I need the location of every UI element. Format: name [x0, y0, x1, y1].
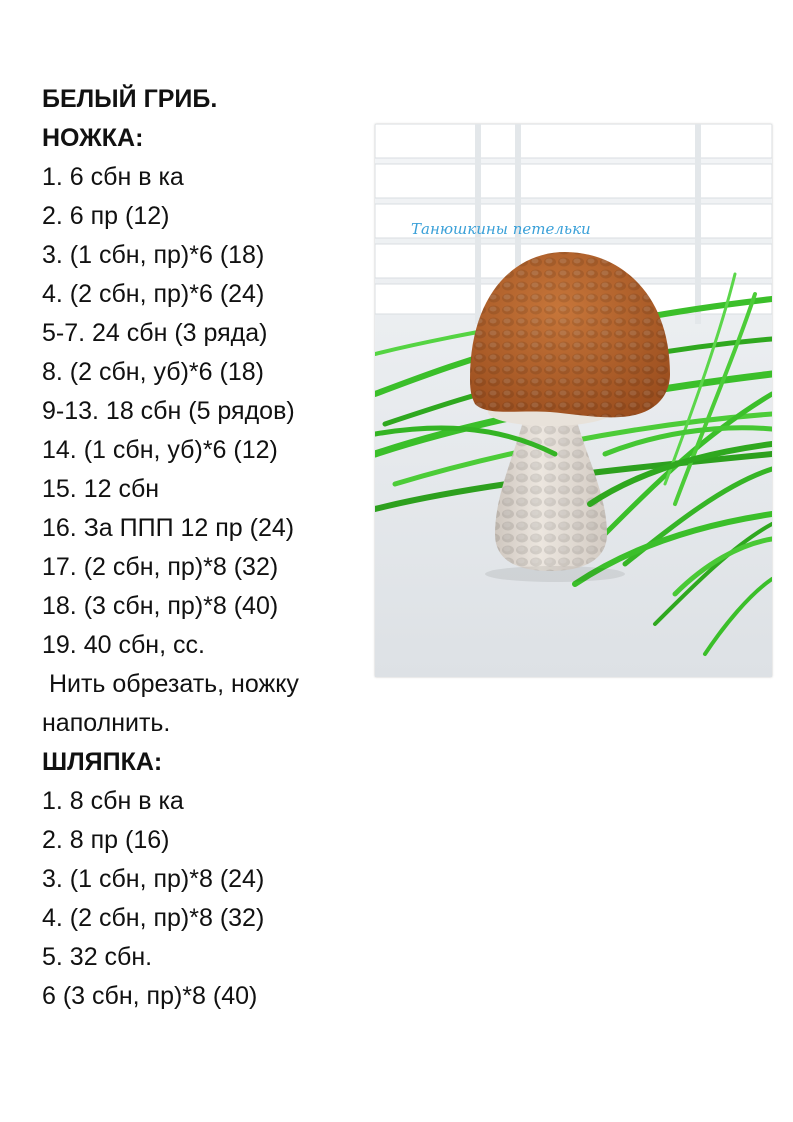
pattern-row: 2. 6 пр (12) — [42, 202, 170, 230]
document-title: БЕЛЫЙ ГРИБ. — [42, 85, 218, 113]
watermark-text: Танюшкины петельки — [411, 220, 591, 238]
pattern-row: 3. (1 сбн, пр)*6 (18) — [42, 241, 265, 269]
pattern-row: 18. (3 сбн, пр)*8 (40) — [42, 592, 279, 620]
mushroom-photo — [375, 124, 772, 677]
pattern-row: 1. 6 сбн в ка — [42, 163, 184, 191]
pattern-row: 15. 12 сбн — [42, 475, 160, 503]
section-heading-stem: НОЖКА: — [42, 124, 144, 152]
pattern-row: 19. 40 сбн, сс. — [42, 631, 205, 659]
section-heading-cap: ШЛЯПКА: — [42, 748, 163, 776]
pattern-text — [42, 80, 372, 1016]
pattern-row: 6 (3 сбн, пр)*8 (40) — [42, 982, 258, 1010]
pattern-row: 3. (1 сбн, пр)*8 (24) — [42, 865, 265, 893]
pattern-row: 5-7. 24 сбн (3 ряда) — [42, 319, 268, 347]
pattern-row: 4. (2 сбн, пр)*6 (24) — [42, 280, 265, 308]
pattern-row: 4. (2 сбн, пр)*8 (32) — [42, 904, 265, 932]
pattern-row: 8. (2 сбн, уб)*6 (18) — [42, 358, 264, 386]
pattern-row: 9-13. 18 сбн (5 рядов) — [42, 397, 295, 425]
pattern-row: 1. 8 сбн в ка — [42, 787, 184, 815]
pattern-row: 17. (2 сбн, пр)*8 (32) — [42, 553, 279, 581]
pattern-row: 14. (1 сбн, уб)*6 (12) — [42, 436, 278, 464]
pattern-row: 2. 8 пр (16) — [42, 826, 170, 854]
stem-note: Нить обрезать, ножку наполнить. — [42, 670, 306, 737]
mushroom-illustration — [375, 124, 772, 677]
pattern-row: 16. За ППП 12 пр (24) — [42, 514, 295, 542]
pattern-row: 5. 32 сбн. — [42, 943, 153, 971]
